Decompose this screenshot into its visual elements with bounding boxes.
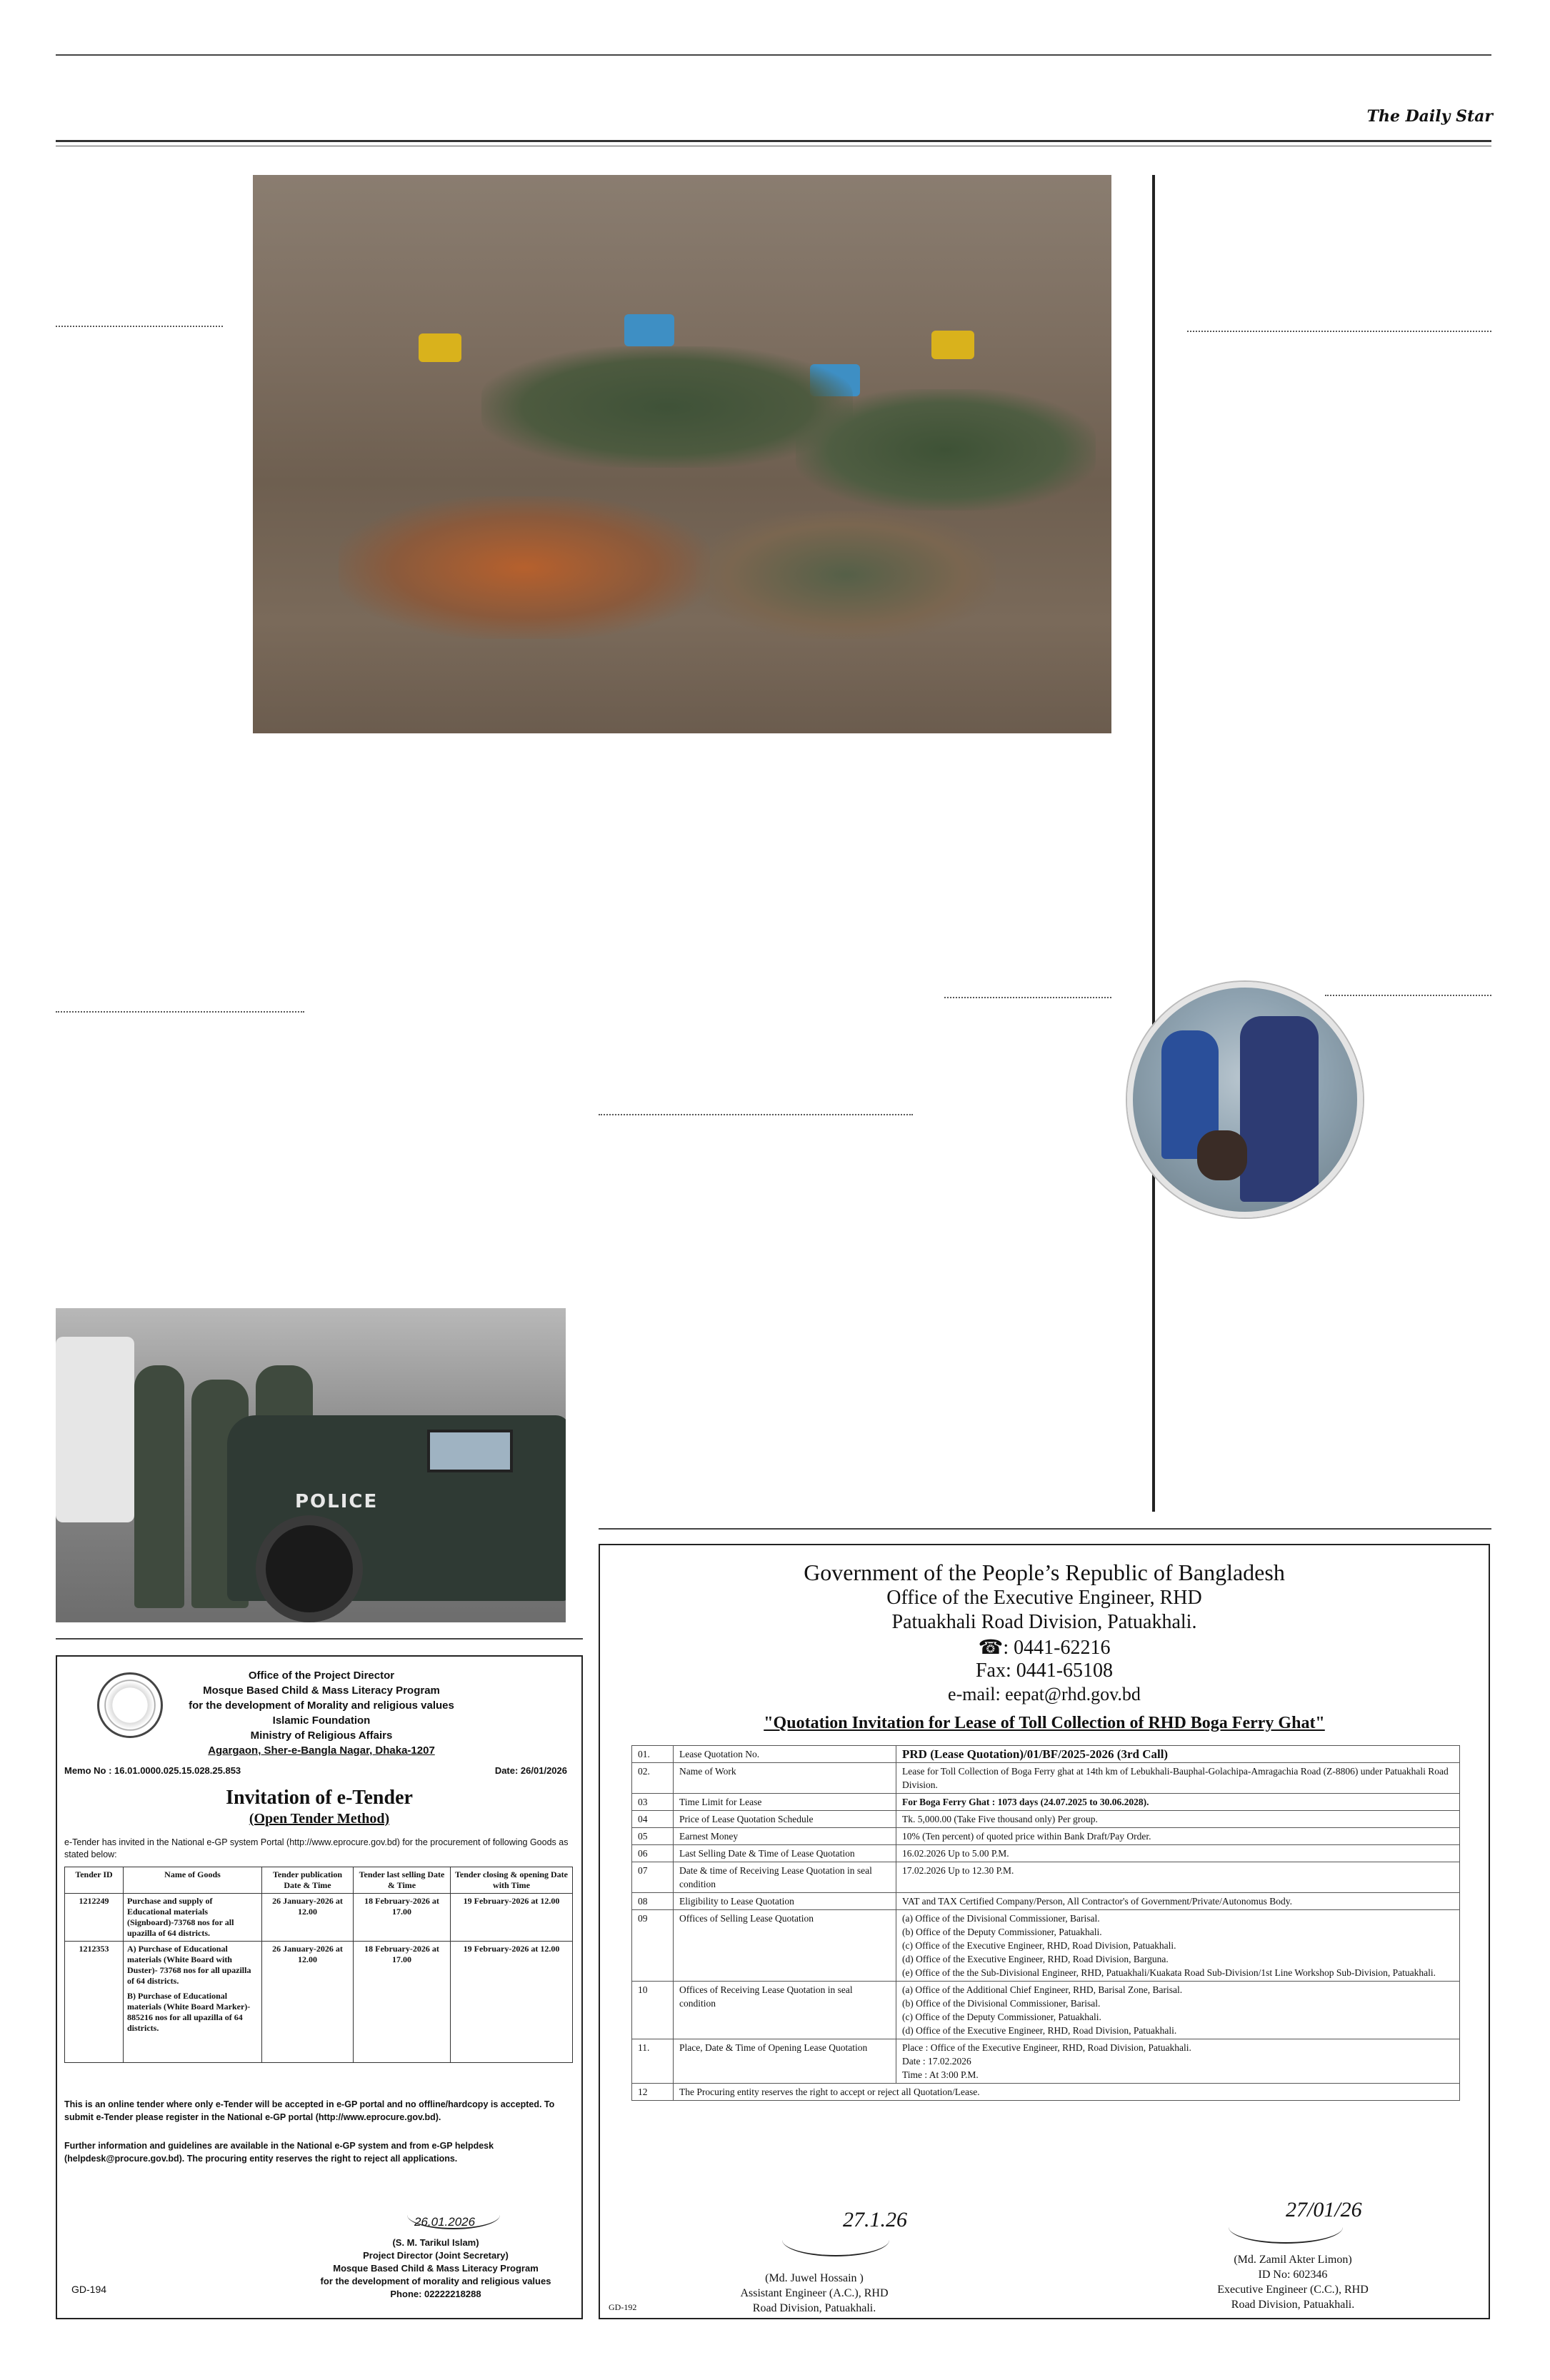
row-label: Date & time of Receiving Lease Quotation in seal condition bbox=[674, 1862, 896, 1893]
row-value: 16.02.2026 Up to 5.00 P.M. bbox=[896, 1845, 1460, 1862]
signatory-line: Mosque Based Child & Mass Literacy Program bbox=[333, 2263, 539, 2274]
section-rule bbox=[56, 1638, 583, 1640]
goods-name: Purchase and supply of Educational materials (Signboard)-73768 nos for all upazilla of 64 districts. bbox=[124, 1894, 262, 1942]
column-rule-vertical bbox=[1152, 175, 1155, 1512]
excavator-icon bbox=[419, 333, 461, 362]
excavator-icon bbox=[624, 314, 674, 346]
row-label: Last Selling Date & Time of Lease Quotation bbox=[674, 1845, 896, 1862]
inset-photo-circle bbox=[1127, 982, 1363, 1217]
row-label: Eligibility to Lease Quotation bbox=[674, 1893, 896, 1910]
row-number: 08 bbox=[632, 1893, 674, 1910]
gov-title: Government of the People’s Republic of Bangladesh bbox=[804, 1560, 1285, 1585]
row-label: Earnest Money bbox=[674, 1828, 896, 1845]
row-label: Lease Quotation No. bbox=[674, 1746, 896, 1763]
row-label: Price of Lease Quotation Schedule bbox=[674, 1811, 896, 1828]
ad-header-line: Agargaon, Sher-e-Bangla Nagar, Dhaka-1207 bbox=[208, 1744, 435, 1757]
story-divider bbox=[56, 326, 223, 327]
row-value: (a) Office of the Divisional Commissioner, Barisal. (b) Office of the Deputy Commissioner, Patuakhali. (c) Office of the Executive Engineer, RHD, Road Division, Patuakhali. (d) Office of the Executive Engineer, RHD, Road Division, Barguna. (e) Office of the the Sub-Divisional Engineer, RHD, Patuakhali/Kuakata Road Sub-Division/1st Line Workshop Sub-Division, Patuakhali. bbox=[896, 1910, 1460, 1982]
signatory-line: for the development of morality and religious values bbox=[320, 2276, 551, 2286]
tender-id: 1212249 bbox=[65, 1894, 124, 1942]
etender-advertisement bbox=[56, 1655, 583, 2319]
signatory-line: (Md. Juwel Hossain ) bbox=[765, 2272, 864, 2284]
closing-date: 19 February-2026 at 12.00 bbox=[451, 1942, 573, 2063]
table-row bbox=[632, 1845, 1460, 1862]
signatory-line: Road Division, Patuakhali. bbox=[752, 2302, 876, 2314]
quotation-table bbox=[631, 1745, 1460, 2101]
office-name: Office of the Executive Engineer, RHD bbox=[886, 1587, 1202, 1609]
rescue-crowd bbox=[796, 389, 1096, 511]
goods-item-a: A) Purchase of Educational materials (White Board with Duster)- 73768 nos for all upazilla of 64 districts. bbox=[127, 1944, 251, 1986]
fax-line: Fax: 0441-65108 bbox=[975, 1660, 1114, 1682]
story-divider bbox=[1187, 331, 1491, 332]
row-number: 04 bbox=[632, 1811, 674, 1828]
quotation-advertisement bbox=[599, 1544, 1490, 2319]
landslide-rescue-photo bbox=[253, 175, 1111, 733]
row-number: 05 bbox=[632, 1828, 674, 1845]
publication-date: 26 January-2026 at 12.00 bbox=[262, 1894, 354, 1942]
row-value: Place : Office of the Executive Engineer, RHD, Road Division, Patuakhali. Date : 17.02.2026 Time : At 3:00 P.M. bbox=[896, 2039, 1460, 2084]
column-header: Tender publication Date & Time bbox=[262, 1867, 354, 1894]
email-line: e-mail: eepat@rhd.gov.bd bbox=[948, 1684, 1141, 1704]
row-label: Offices of Selling Lease Quotation bbox=[674, 1910, 896, 1982]
table-row bbox=[632, 1862, 1460, 1893]
person-figure bbox=[1240, 1016, 1319, 1202]
row-number: 06 bbox=[632, 1845, 674, 1862]
signatory-line: Executive Engineer (C.C.), RHD bbox=[1217, 2284, 1369, 2296]
police-label: POLICE bbox=[295, 1491, 379, 1512]
column-header: Tender last selling Date & Time bbox=[354, 1867, 451, 1894]
publication-date: 26 January-2026 at 12.00 bbox=[262, 1942, 354, 2063]
ad-subtitle: (Open Tender Method) bbox=[249, 1811, 390, 1827]
story-divider bbox=[56, 1011, 304, 1013]
ad-header-line: Islamic Foundation bbox=[272, 1714, 371, 1727]
column-header: Tender ID bbox=[65, 1867, 124, 1894]
row-number: 03 bbox=[632, 1794, 674, 1811]
row-value: VAT and TAX Certified Company/Person, All Contractor's of Government/Private/Autonomus Body. bbox=[896, 1893, 1460, 1910]
signatory-line: Road Division, Patuakhali. bbox=[1231, 2299, 1355, 2311]
signature-date: 26.01.2026 bbox=[414, 2215, 476, 2229]
row-value: PRD (Lease Quotation)/01/BF/2025-2026 (3rd Call) bbox=[896, 1746, 1460, 1763]
ad-header-line: Ministry of Religious Affairs bbox=[250, 1729, 393, 1742]
row-number: 12 bbox=[632, 2084, 674, 2101]
row-value: 17.02.2026 Up to 12.30 P.M. bbox=[896, 1862, 1460, 1893]
tender-table bbox=[64, 1867, 573, 2063]
table-row bbox=[632, 1763, 1460, 1794]
row-number: 10 bbox=[632, 1982, 674, 2039]
signature-date: 27/01/26 bbox=[1286, 2198, 1362, 2221]
table-row bbox=[632, 1811, 1460, 1828]
row-label: Time Limit for Lease bbox=[674, 1794, 896, 1811]
row-value: (a) Office of the Additional Chief Engineer, RHD, Barisal Zone, Barisal. (b) Office of the Divisional Commissioner, Barisal. (c) Office of the Deputy Commissioner, Patuakhali. (d) Office of the Executive Engineer, RHD, Road Division, Patuakhali. bbox=[896, 1982, 1460, 2039]
goods-name bbox=[124, 1942, 262, 2063]
signature-date: 27.1.26 bbox=[843, 2208, 907, 2231]
story-divider bbox=[1325, 995, 1491, 996]
row-label: Place, Date & Time of Opening Lease Quotation bbox=[674, 2039, 896, 2084]
row-value: 10% (Ten percent) of quoted price within Bank Draft/Pay Order. bbox=[896, 1828, 1460, 1845]
excavator-icon bbox=[931, 331, 974, 359]
white-pickup bbox=[56, 1337, 134, 1522]
row-label: The Procuring entity reserves the right to accept or reject all Quotation/Lease. bbox=[674, 2084, 1460, 2101]
goods-item-b: B) Purchase of Educational materials (White Board Marker)- 885216 nos for all upazilla of 64 districts. bbox=[127, 1991, 251, 2033]
memo-number: Memo No : 16.01.0000.025.15.028.25.853 bbox=[64, 1765, 241, 1776]
table-row bbox=[632, 1794, 1460, 1811]
row-value: For Boga Ferry Ghat : 1073 days (24.07.2025 to 30.06.2028). bbox=[896, 1794, 1460, 1811]
ad-intro: e-Tender has invited in the National e-GP system Portal (http://www.eprocure.gov.bd) for the procurement of following Goods as stated below: bbox=[64, 1837, 569, 1859]
phone-line: ☎: 0441-62216 bbox=[978, 1637, 1111, 1659]
bag-icon bbox=[1197, 1130, 1247, 1180]
table-row bbox=[632, 1828, 1460, 1845]
row-number: 09 bbox=[632, 1910, 674, 1982]
closing-date: 19 February-2026 at 12.00 bbox=[451, 1894, 573, 1942]
masthead: The Daily Star bbox=[1366, 107, 1493, 126]
row-label: Offices of Receiving Lease Quotation in seal condition bbox=[674, 1982, 896, 2039]
table-row bbox=[65, 1942, 573, 2063]
column-header: Name of Goods bbox=[124, 1867, 262, 1894]
islamic-foundation-seal bbox=[97, 1672, 163, 1738]
ad-note: Further information and guidelines are available in the National e-GP system and from e-GP helpdesk (helpdesk@procure.gov.bd). The procuring entity reserves the right to reject all applications. bbox=[64, 2141, 494, 2164]
officer-figure bbox=[134, 1365, 184, 1608]
ad-code: GD-192 bbox=[609, 2302, 637, 2312]
selling-date: 18 February-2026 at 17.00 bbox=[354, 1942, 451, 2063]
signatory-line: ID No: 602346 bbox=[1258, 2269, 1328, 2281]
row-number: 02. bbox=[632, 1763, 674, 1794]
table-row bbox=[65, 1894, 573, 1942]
table-row bbox=[632, 2039, 1460, 2084]
ad-note: This is an online tender where only e-Tender will be accepted in e-GP portal and no offline/hardcopy is accepted. To submit e-Tender please register in the National e-GP portal (http://www.eprocure.gov.bd). bbox=[64, 2099, 555, 2122]
selling-date: 18 February-2026 at 17.00 bbox=[354, 1894, 451, 1942]
rescue-crowd bbox=[696, 511, 996, 639]
row-value: Tk. 5,000.00 (Take Five thousand only) Per group. bbox=[896, 1811, 1460, 1828]
row-value: Lease for Toll Collection of Boga Ferry ghat at 14th km of Lebukhali-Bauphal-Golachipa-Amragachia Road (Z-8806) under Patuakhali Road Division. bbox=[896, 1763, 1460, 1794]
memo-date: Date: 26/01/2026 bbox=[494, 1765, 567, 1776]
rescue-crowd bbox=[339, 496, 710, 639]
signatory-line: Phone: 02222218288 bbox=[390, 2289, 481, 2299]
division-name: Patuakhali Road Division, Patuakhali. bbox=[891, 1611, 1197, 1633]
story-divider bbox=[944, 997, 1111, 998]
tender-id: 1212353 bbox=[65, 1942, 124, 2063]
table-row bbox=[632, 2084, 1460, 2101]
table-row bbox=[632, 1893, 1460, 1910]
ad-code: GD-194 bbox=[71, 2284, 107, 2295]
signatory-line: (S. M. Tarikul Islam) bbox=[392, 2237, 479, 2248]
vehicle-wheel bbox=[256, 1515, 363, 1622]
police-vehicle-photo bbox=[56, 1308, 566, 1622]
section-rule bbox=[599, 1528, 1491, 1530]
quotation-title: "Quotation Invitation for Lease of Toll Collection of RHD Boga Ferry Ghat" bbox=[764, 1714, 1325, 1732]
table-row bbox=[632, 1910, 1460, 1982]
vehicle-window bbox=[427, 1430, 513, 1472]
signatory-line: Assistant Engineer (A.C.), RHD bbox=[740, 2287, 889, 2299]
ad-header-line: for the development of Morality and religious values bbox=[189, 1699, 454, 1712]
signatory-line: (Md. Zamil Akter Limon) bbox=[1234, 2254, 1352, 2266]
column-header: Tender closing & opening Date with Time bbox=[451, 1867, 573, 1894]
masthead-rule-1 bbox=[56, 140, 1491, 142]
row-number: 11. bbox=[632, 2039, 674, 2084]
story-divider bbox=[599, 1114, 913, 1115]
signatory-line: Project Director (Joint Secretary) bbox=[363, 2250, 509, 2261]
ad-header-line: Office of the Project Director bbox=[248, 1669, 395, 1682]
row-number: 01. bbox=[632, 1746, 674, 1763]
table-row bbox=[632, 1746, 1460, 1763]
row-label: Name of Work bbox=[674, 1763, 896, 1794]
ad-header-line: Mosque Based Child & Mass Literacy Program bbox=[203, 1684, 440, 1697]
row-number: 07 bbox=[632, 1862, 674, 1893]
top-rule bbox=[56, 54, 1491, 56]
ad-title: Invitation of e-Tender bbox=[226, 1787, 413, 1809]
table-row bbox=[632, 1982, 1460, 2039]
